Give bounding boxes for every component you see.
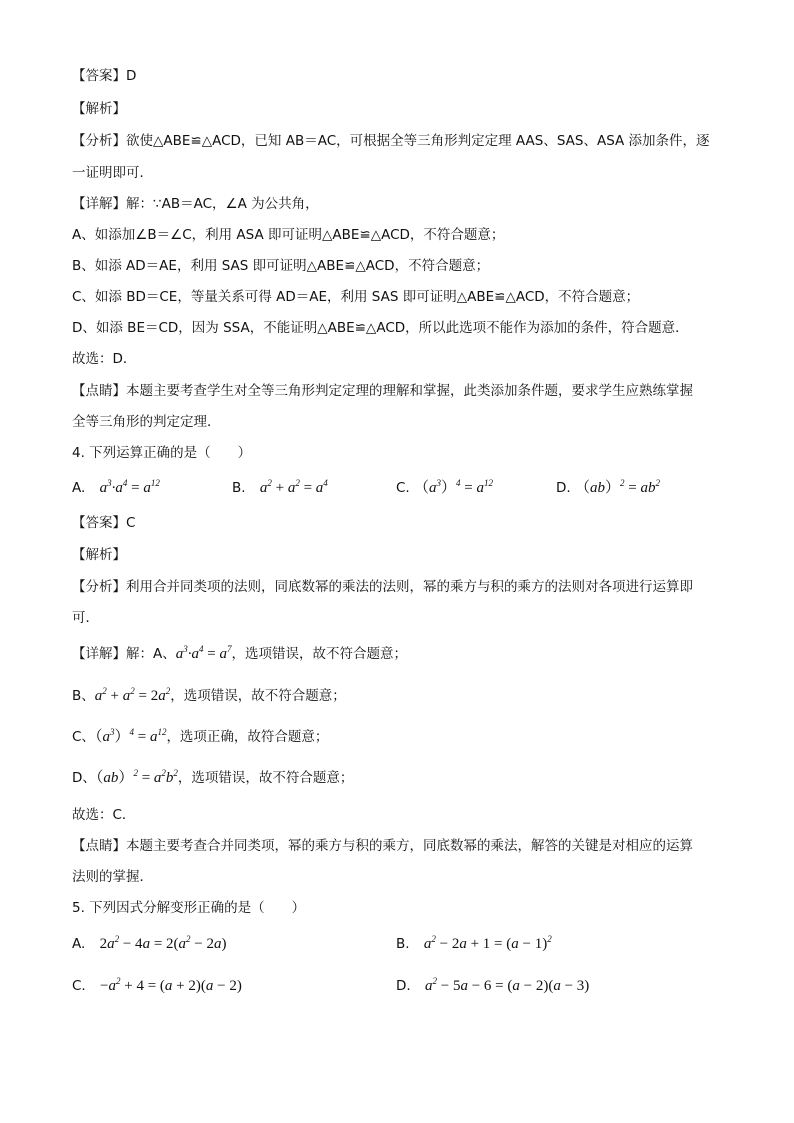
detail-option-a: A、如添加∠B＝∠C，利用 ASA 即可证明△ABE≌△ACD，不符合题意； (72, 227, 505, 243)
q4-option-b (232, 478, 328, 498)
question-5-stem: 5. 下列因式分解变形正确的是（ ） (72, 900, 306, 916)
q4-option-a-label: A. (72, 480, 86, 496)
q4-detail-c-formula: $(a^3)^4 = a^{12}$ (94, 727, 167, 745)
q4-analysis-text-1: 【分析】利用合并同类项的法则，同底数幂的乘法的法则，幂的乘方与积的乘方的法则对各项进行运算即 (72, 579, 693, 595)
q4-detail-c-prefix: C、 (72, 729, 95, 745)
q5-option-a (72, 934, 227, 954)
detail-intro: 【详解】解：∵AB＝AC，∠A 为公共角， (72, 196, 319, 212)
analysis-heading: 【解析】 (72, 101, 126, 117)
analysis-text-2: 一证明即可． (72, 165, 153, 181)
q4-option-b-formula: $a^2 + a^2 = a^4$ (259, 478, 328, 496)
question-4-stem: 4. 下列运算正确的是（ ） (72, 445, 252, 461)
q4-detail-c (72, 728, 328, 746)
q4-detail-a-suffix: ，选项错误，故不符合题意； (231, 646, 407, 662)
detail-option-c: C、如添 BD＝CE，等量关系可得 AD＝AE，利用 SAS 即可证明△ABE≌△ACD，不符合题意； (72, 289, 640, 305)
q4-option-b-label: B. (232, 480, 246, 496)
q4-answer-label: 【答案】C (72, 515, 136, 531)
q4-choose-line: 故选：C． (72, 807, 136, 823)
q4-option-c-label: C. (396, 480, 410, 496)
q4-comment-text-2: 法则的掌握． (72, 869, 153, 885)
analysis-text-1: 【分析】欲使△ABE≌△ACD，已知 AB＝AC，可根据全等三角形判定定理 AAS、SAS、ASA 添加条件，逐 (72, 133, 710, 149)
q4-detail-b-formula: $a^2 + a^2 = 2a^2$ (94, 686, 171, 704)
answer-label: 【答案】D (72, 68, 137, 84)
q5-option-c-label: C. (72, 978, 86, 994)
q4-detail-b-prefix: B、 (72, 688, 95, 704)
q4-detail-d-prefix: D、 (72, 770, 96, 786)
q4-detail-c-suffix: ，选项正确，故符合题意； (166, 729, 329, 745)
q5-option-b (396, 934, 552, 954)
q4-detail-d (72, 769, 353, 787)
q4-detail-a (72, 645, 407, 663)
q4-option-c (396, 478, 493, 498)
detail-option-b: B、如添 AD＝AE，利用 SAS 即可证明△ABE≌△ACD，不符合题意； (72, 258, 490, 274)
q4-detail-b (72, 687, 346, 705)
q4-detail-d-suffix: ，选项错误，故不符合题意； (177, 770, 354, 786)
q4-option-d-formula: $(ab)^2 = ab^2$ (574, 478, 660, 496)
comment-text-2: 全等三角形的判定定理． (72, 414, 221, 430)
q5-option-d-label: D. (396, 978, 411, 994)
q5-option-d (396, 976, 589, 996)
q4-option-c-formula: $(a^3)^4 = a^{12}$ (414, 478, 494, 496)
q4-detail-b-suffix: ，选项错误，故不符合题意； (170, 688, 346, 704)
q4-option-a (72, 478, 160, 498)
comment-text-1: 【点睛】本题主要考查学生对全等三角形判定定理的理解和掌握，此类添加条件题，要求学生应熟练掌握 (72, 383, 693, 399)
q4-detail-a-formula: $a^3\cdot a^4 = a^7$ (175, 644, 232, 662)
q4-analysis-text-2: 可． (72, 610, 99, 626)
q5-option-b-formula: $a^2 - 2a + 1 = (a - 1)^2$ (423, 934, 552, 952)
q4-option-a-formula: $a^3\cdot a^4 = a^{12}$ (99, 478, 160, 496)
q4-option-d (556, 478, 660, 498)
q4-detail-d-formula: $(ab)^2 = a^2b^2$ (95, 768, 178, 786)
detail-option-d: D、如添 BE＝CD，因为 SSA，不能证明△ABE≌△ACD，所以此选项不能作为添加的条件，符合题意． (72, 320, 689, 336)
q4-detail-a-prefix: 【详解】解：A、 (72, 646, 176, 662)
q5-option-a-label: A. (72, 936, 86, 952)
choose-line: 故选：D． (72, 351, 137, 367)
q5-option-c-formula: $-a^2 + 4 = (a + 2)(a - 2)$ (100, 976, 242, 994)
q5-option-a-formula: $2a^2 - 4a = 2(a^2 - 2a)$ (99, 934, 227, 952)
q4-analysis-heading: 【解析】 (72, 547, 126, 563)
q4-option-d-label: D. (556, 480, 571, 496)
q4-comment-text-1: 【点睛】本题主要考查合并同类项，幂的乘方与积的乘方，同底数幂的乘法，解答的关键是对相应的运算 (72, 838, 693, 854)
q5-option-d-formula: $a^2 - 5a - 6 = (a - 2)(a - 3)$ (424, 976, 590, 994)
q5-option-c (72, 976, 242, 996)
q5-option-b-label: B. (396, 936, 410, 952)
